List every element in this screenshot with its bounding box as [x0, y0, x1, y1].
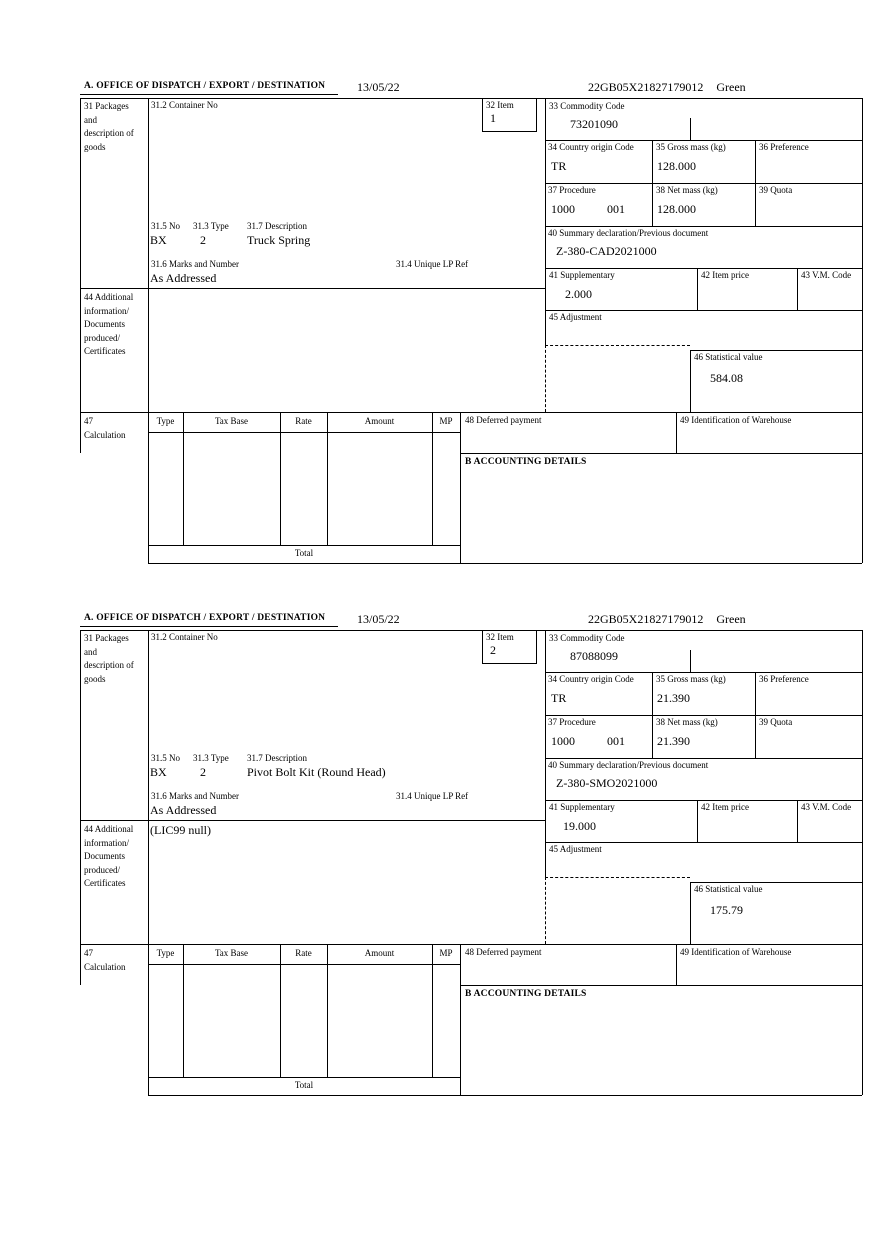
grid-line [797, 268, 798, 310]
net-mass-value: 128.000 [657, 202, 696, 216]
grid-line [80, 630, 81, 985]
net-mass-value: 21.390 [657, 734, 690, 748]
col-type-label: Type [156, 948, 175, 958]
col-mp-label: MP [439, 948, 453, 958]
total-label: Total [294, 1080, 314, 1090]
package-type-value: 2 [200, 765, 206, 779]
marks-numbers-value: As Addressed [150, 803, 217, 817]
grid-line [80, 98, 81, 453]
box41-label: 41 Supplementary [549, 802, 615, 812]
box42-label: 42 Item price [701, 270, 749, 280]
grid-line [797, 800, 798, 842]
box31-3-label: 31.3 Type [193, 221, 229, 231]
col-tax-base-label: Tax Base [214, 416, 249, 426]
routing-status: Green [716, 612, 746, 626]
box31-label: 31 Packages and description of goods [84, 101, 134, 152]
box34-label: 34 Country origin Code [548, 674, 634, 684]
grid-line [148, 1077, 460, 1078]
summary-declaration-value: Z-380-CAD2021000 [556, 244, 657, 258]
box31-label: 31 Packages and description of goods [84, 633, 134, 684]
box31-7-label: 31.7 Description [247, 221, 307, 231]
package-no-value: BX [150, 765, 167, 779]
procedure-value: 1000 [551, 734, 575, 748]
dashed-grid-line [545, 345, 690, 346]
box45-label: 45 Adjustment [549, 312, 602, 322]
box48-label: 48 Deferred payment [465, 947, 542, 957]
grid-line [460, 985, 862, 986]
box42-label: 42 Item price [701, 802, 749, 812]
summary-declaration-value: Z-380-SMO2021000 [556, 776, 658, 790]
grid-line [80, 820, 545, 821]
office-of-dispatch-header: A. OFFICE OF DISPATCH / EXPORT / DESTINATION [84, 613, 326, 623]
grid-line [148, 964, 460, 965]
movement-reference: 22GB05X21827179012 [588, 612, 704, 626]
box31-5-label: 31.5 No [151, 221, 180, 231]
grid-line [545, 140, 862, 141]
box49-label: 49 Identification of Warehouse [680, 415, 792, 425]
statistical-value: 175.79 [710, 903, 743, 917]
box35-label: 35 Gross mass (kg) [656, 142, 726, 152]
procedure-value: 1000 [551, 202, 575, 216]
movement-reference: 22GB05X21827179012 [588, 80, 704, 94]
header-underline [80, 626, 338, 627]
box39-label: 39 Quota [759, 717, 793, 727]
box31-3-label: 31.3 Type [193, 753, 229, 763]
grid-line [432, 944, 433, 1077]
commodity-code-separator [690, 650, 691, 672]
grid-line [545, 715, 862, 716]
procedure-ext-value: 001 [607, 734, 625, 748]
declaration-item-section-1 [0, 80, 882, 585]
country-origin-value: TR [551, 159, 567, 173]
grid-line [545, 842, 862, 843]
dashed-grid-line [545, 877, 690, 878]
package-no-value: BX [150, 233, 167, 247]
grid-line [545, 226, 862, 227]
grid-line [280, 944, 281, 1077]
grid-line [862, 98, 863, 563]
box31-7-label: 31.7 Description [247, 753, 307, 763]
grid-line [80, 288, 545, 289]
box43-label: 43 V.M. Code [801, 270, 852, 280]
box46-label: 46 Statistical value [694, 884, 763, 894]
box45-label: 45 Adjustment [549, 844, 602, 854]
grid-line [148, 1095, 862, 1096]
goods-description-value: Truck Spring [247, 233, 311, 247]
box40-label: 40 Summary declaration/Previous document [548, 228, 709, 238]
grid-line [545, 183, 862, 184]
box36-label: 36 Preference [759, 142, 809, 152]
col-amount-label: Amount [364, 416, 395, 426]
grid-line [80, 630, 862, 631]
grid-line [80, 944, 862, 945]
box46-label: 46 Statistical value [694, 352, 763, 362]
box48-label: 48 Deferred payment [465, 415, 542, 425]
total-label: Total [294, 548, 314, 558]
supplementary-units-value: 2.000 [565, 287, 592, 301]
grid-line [545, 800, 862, 801]
col-tax-base-label: Tax Base [214, 948, 249, 958]
grid-line [460, 453, 862, 454]
routing-status: Green [716, 80, 746, 94]
accounting-details-header: B ACCOUNTING DETAILS [465, 457, 587, 467]
commodity-code-value: 87088099 [570, 649, 618, 663]
box40-label: 40 Summary declaration/Previous document [548, 760, 709, 770]
grid-line [148, 563, 862, 564]
box31-2-label: 31.2 Container No [151, 100, 218, 110]
grid-line [545, 672, 862, 673]
item-number-value: 1 [490, 111, 496, 125]
grid-line [432, 412, 433, 545]
col-rate-label: Rate [295, 948, 312, 958]
grid-line [862, 630, 863, 1095]
grid-line [676, 944, 677, 985]
grid-line [755, 140, 756, 226]
grid-line [545, 630, 546, 877]
gross-mass-value: 21.390 [657, 691, 690, 705]
accounting-details-header: B ACCOUNTING DETAILS [465, 989, 587, 999]
commodity-code-separator [690, 118, 691, 140]
box32-label: 32 Item [486, 632, 514, 642]
box31-5-label: 31.5 No [151, 753, 180, 763]
grid-line [80, 412, 862, 413]
box43-label: 43 V.M. Code [801, 802, 852, 812]
box47-label: 47 Calculation [84, 416, 126, 440]
grid-line [183, 944, 184, 1077]
box31-4-label: 31.4 Unique LP Ref [396, 791, 469, 801]
goods-description-value: Pivot Bolt Kit (Round Head) [247, 765, 386, 779]
grid-line [676, 412, 677, 453]
gross-mass-value: 128.000 [657, 159, 696, 173]
grid-line [183, 412, 184, 545]
grid-line [545, 268, 862, 269]
grid-line [327, 944, 328, 1077]
box38-label: 38 Net mass (kg) [656, 717, 718, 727]
box44-label: 44 Additional information/ Documents produced/ Certificates [84, 292, 134, 356]
col-type-label: Type [156, 416, 175, 426]
box37-label: 37 Procedure [548, 717, 596, 727]
box31-4-label: 31.4 Unique LP Ref [396, 259, 469, 269]
dispatch-date: 13/05/22 [357, 612, 400, 626]
grid-line [545, 758, 862, 759]
reference-row [588, 80, 746, 94]
grid-line [697, 268, 698, 310]
grid-line [148, 432, 460, 433]
header-underline [80, 94, 338, 95]
item-number-value: 2 [490, 643, 496, 657]
box31-6-label: 31.6 Marks and Number [151, 259, 239, 269]
box33-label: 33 Commodity Code [549, 633, 625, 643]
grid-line [80, 98, 862, 99]
declaration-item-section-2 [0, 612, 882, 1117]
dispatch-date: 13/05/22 [357, 80, 400, 94]
box47-label: 47 Calculation [84, 948, 126, 972]
dashed-grid-line [545, 345, 546, 412]
grid-line [755, 672, 756, 758]
box31-2-label: 31.2 Container No [151, 632, 218, 642]
grid-line [545, 98, 546, 345]
box35-label: 35 Gross mass (kg) [656, 674, 726, 684]
grid-line [460, 944, 461, 1095]
grid-line [697, 800, 698, 842]
marks-numbers-value: As Addressed [150, 271, 217, 285]
grid-line [148, 545, 460, 546]
box49-label: 49 Identification of Warehouse [680, 947, 792, 957]
box37-label: 37 Procedure [548, 185, 596, 195]
commodity-code-value: 73201090 [570, 117, 618, 131]
col-mp-label: MP [439, 416, 453, 426]
grid-line [280, 412, 281, 545]
grid-line [460, 412, 461, 563]
country-origin-value: TR [551, 691, 567, 705]
box34-label: 34 Country origin Code [548, 142, 634, 152]
package-type-value: 2 [200, 233, 206, 247]
box38-label: 38 Net mass (kg) [656, 185, 718, 195]
additional-information-value: (LIC99 null) [150, 823, 211, 837]
grid-line [148, 630, 149, 1095]
reference-row [588, 612, 746, 626]
grid-line [652, 672, 653, 758]
box32-label: 32 Item [486, 100, 514, 110]
procedure-ext-value: 001 [607, 202, 625, 216]
grid-line [545, 310, 862, 311]
box41-label: 41 Supplementary [549, 270, 615, 280]
col-amount-label: Amount [364, 948, 395, 958]
grid-line [327, 412, 328, 545]
office-of-dispatch-header: A. OFFICE OF DISPATCH / EXPORT / DESTINATION [84, 81, 326, 91]
box36-label: 36 Preference [759, 674, 809, 684]
dashed-grid-line [545, 877, 546, 944]
box33-label: 33 Commodity Code [549, 101, 625, 111]
grid-line [652, 140, 653, 226]
box31-6-label: 31.6 Marks and Number [151, 791, 239, 801]
box39-label: 39 Quota [759, 185, 793, 195]
box44-label: 44 Additional information/ Documents produced/ Certificates [84, 824, 134, 888]
supplementary-units-value: 19.000 [563, 819, 596, 833]
col-rate-label: Rate [295, 416, 312, 426]
statistical-value: 584.08 [710, 371, 743, 385]
grid-line [148, 98, 149, 563]
